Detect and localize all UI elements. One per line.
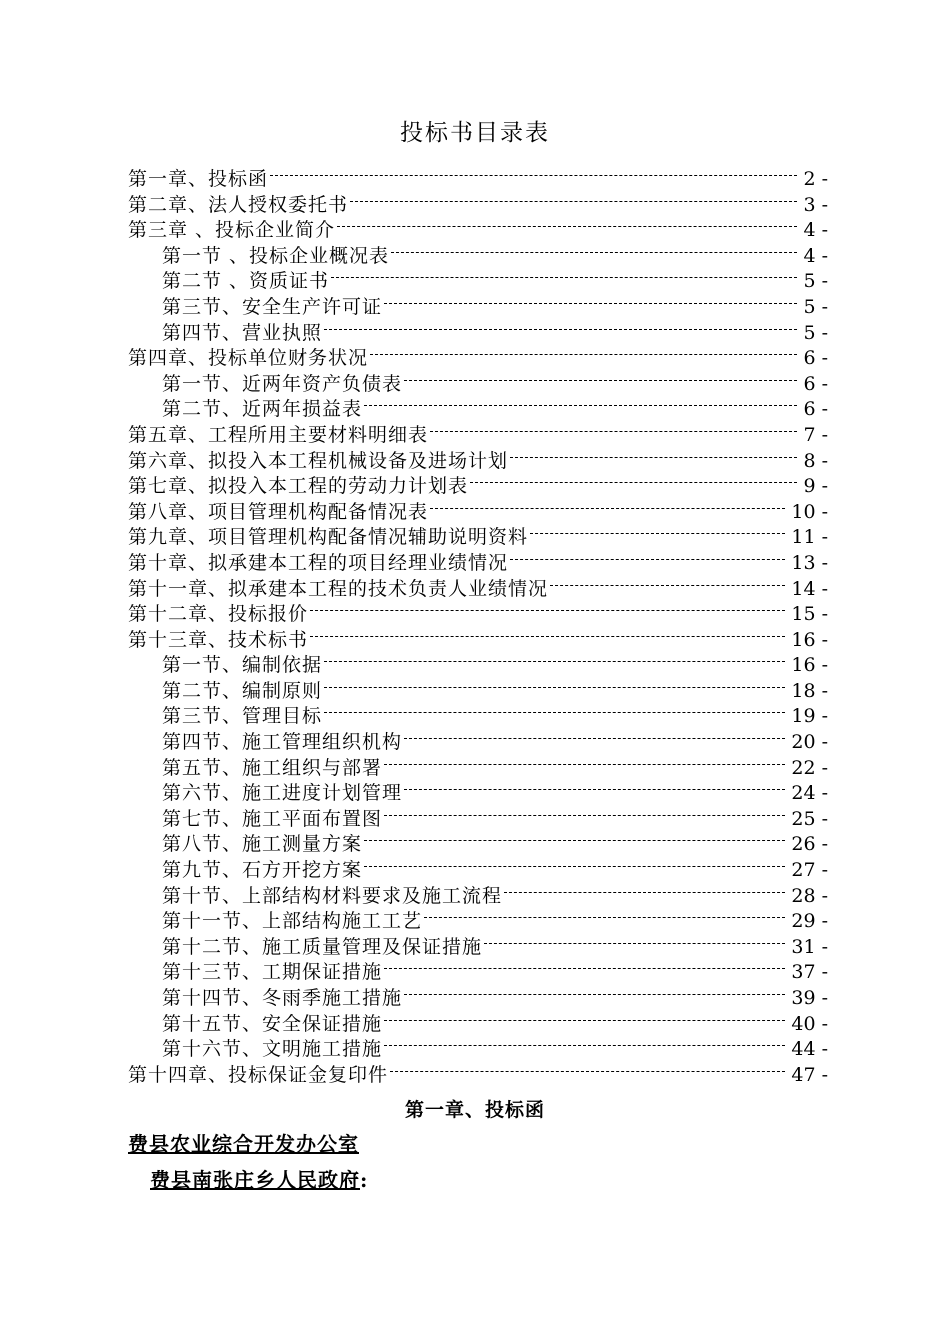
toc-section-entry[interactable] bbox=[128, 653, 828, 679]
toc-dot-leader bbox=[510, 457, 797, 458]
toc-dot-leader bbox=[530, 533, 785, 534]
toc-entry-page: 10 - bbox=[791, 500, 828, 523]
toc-dot-leader bbox=[364, 840, 785, 841]
toc-section-entry[interactable] bbox=[128, 679, 828, 705]
toc-section-entry[interactable] bbox=[128, 960, 828, 986]
toc-dot-leader bbox=[470, 482, 797, 483]
toc-dot-leader bbox=[390, 1071, 785, 1072]
toc-entry-page: 9 - bbox=[803, 475, 828, 498]
toc-section-entry[interactable] bbox=[128, 244, 828, 270]
toc-chapter-entry[interactable] bbox=[128, 346, 828, 372]
toc-dot-leader bbox=[484, 943, 785, 944]
toc-section-entry[interactable] bbox=[128, 986, 828, 1012]
toc-dot-leader bbox=[404, 994, 785, 995]
toc-dot-leader bbox=[324, 661, 785, 662]
toc-dot-leader bbox=[404, 380, 797, 381]
toc-dot-leader bbox=[430, 431, 797, 432]
toc-chapter-entry[interactable] bbox=[128, 551, 828, 577]
toc-entry-page: 6 - bbox=[803, 372, 828, 395]
toc-entry-label: 第十二节、施工质量管理及保证措施 bbox=[162, 935, 483, 958]
toc-entry-label: 第三章 、投标企业简介 bbox=[128, 219, 336, 242]
toc-entry-label: 第一节、编制依据 bbox=[162, 654, 323, 677]
toc-entry-label: 第二节、编制原则 bbox=[162, 679, 323, 702]
toc-entry-page: 37 - bbox=[791, 961, 828, 984]
toc-entry-page: 11 - bbox=[791, 526, 828, 549]
toc-entry-label: 第四节、营业执照 bbox=[162, 321, 323, 344]
recipient-colon: : bbox=[360, 1168, 369, 1192]
toc-entry-label: 第十三节、工期保证措施 bbox=[162, 961, 383, 984]
toc-chapter-entry[interactable] bbox=[128, 167, 828, 193]
toc-dot-leader bbox=[324, 687, 785, 688]
toc-chapter-entry[interactable] bbox=[128, 218, 828, 244]
toc-entry-page: 4 - bbox=[803, 219, 828, 242]
recipient-line-2 bbox=[128, 1164, 368, 1193]
table-of-contents bbox=[128, 167, 828, 1088]
toc-dot-leader bbox=[384, 968, 785, 969]
toc-chapter-entry[interactable] bbox=[128, 193, 828, 219]
toc-section-entry[interactable] bbox=[128, 295, 828, 321]
toc-section-entry[interactable] bbox=[128, 884, 828, 910]
toc-section-entry[interactable] bbox=[128, 832, 828, 858]
toc-entry-page: 40 - bbox=[791, 1012, 828, 1035]
toc-entry-label: 第一节 、投标企业概况表 bbox=[162, 244, 390, 267]
toc-entry-page: 16 - bbox=[791, 654, 828, 677]
toc-dot-leader bbox=[384, 764, 785, 765]
toc-entry-page: 6 - bbox=[803, 347, 828, 370]
toc-entry-page: 6 - bbox=[803, 398, 828, 421]
toc-entry-label: 第七节、施工平面布置图 bbox=[162, 807, 383, 830]
toc-section-entry[interactable] bbox=[128, 909, 828, 935]
toc-entry-label: 第十一节、上部结构施工工艺 bbox=[162, 910, 423, 933]
toc-section-entry[interactable] bbox=[128, 321, 828, 347]
toc-chapter-entry[interactable] bbox=[128, 474, 828, 500]
toc-entry-label: 第三节、安全生产许可证 bbox=[162, 295, 383, 318]
toc-section-entry[interactable] bbox=[128, 858, 828, 884]
toc-entry-label: 第十四节、冬雨季施工措施 bbox=[162, 987, 403, 1009]
toc-dot-leader bbox=[324, 329, 797, 330]
toc-section-entry[interactable] bbox=[128, 730, 828, 756]
toc-entry-label: 第一章、投标函 bbox=[128, 168, 269, 190]
toc-section-entry[interactable] bbox=[128, 372, 828, 398]
toc-entry-page: 5 - bbox=[803, 321, 828, 344]
toc-chapter-entry[interactable] bbox=[128, 500, 828, 526]
toc-entry-page: 24 - bbox=[791, 782, 828, 805]
toc-entry-page: 5 - bbox=[803, 295, 828, 318]
page-title: 投标书目录表 bbox=[400, 120, 550, 146]
toc-entry-page: 8 - bbox=[803, 449, 828, 472]
toc-entry-page: 14 - bbox=[791, 577, 828, 600]
toc-entry-page: 27 - bbox=[791, 859, 828, 882]
toc-entry-label: 第二节、近两年损益表 bbox=[162, 398, 363, 421]
toc-dot-leader bbox=[404, 738, 785, 739]
toc-entry-page: 47 - bbox=[791, 1063, 828, 1086]
toc-entry-page: 15 - bbox=[791, 603, 828, 626]
toc-dot-leader bbox=[350, 201, 797, 202]
toc-entry-label: 第十五节、安全保证措施 bbox=[162, 1012, 383, 1035]
toc-entry-page: 20 - bbox=[791, 731, 828, 754]
toc-chapter-entry[interactable] bbox=[128, 577, 828, 603]
chapter-heading: 第一章、投标函 bbox=[404, 1099, 545, 1121]
toc-dot-leader bbox=[550, 585, 785, 586]
toc-entry-label: 第六节、施工进度计划管理 bbox=[162, 782, 403, 805]
toc-dot-leader bbox=[324, 712, 785, 713]
toc-dot-leader bbox=[270, 175, 797, 176]
toc-entry-label: 第三节、管理目标 bbox=[162, 705, 323, 728]
toc-entry-page: 2 - bbox=[803, 168, 828, 190]
toc-entry-page: 25 - bbox=[791, 807, 828, 830]
toc-section-entry[interactable] bbox=[128, 269, 828, 295]
toc-entry-page: 31 - bbox=[791, 935, 828, 958]
toc-entry-label: 第四节、施工管理组织机构 bbox=[162, 731, 403, 754]
recipient-line-1: 费县农业综合开发办公室 bbox=[128, 1132, 359, 1156]
toc-section-entry[interactable] bbox=[128, 1012, 828, 1038]
toc-entry-page: 3 - bbox=[803, 193, 828, 216]
toc-dot-leader bbox=[337, 226, 797, 227]
toc-dot-leader bbox=[370, 354, 797, 355]
toc-chapter-entry[interactable] bbox=[128, 1063, 828, 1089]
toc-section-entry[interactable] bbox=[128, 704, 828, 730]
recipient-name: 费县南张庄乡人民政府 bbox=[150, 1168, 360, 1192]
toc-chapter-entry[interactable] bbox=[128, 602, 828, 628]
toc-entry-label: 第七章、拟投入本工程的劳动力计划表 bbox=[128, 475, 469, 498]
toc-entry-label: 第十四章、投标保证金复印件 bbox=[128, 1063, 389, 1086]
toc-entry-label: 第二节 、资质证书 bbox=[162, 270, 330, 293]
toc-entry-label: 第二章、法人授权委托书 bbox=[128, 193, 349, 216]
toc-section-entry[interactable] bbox=[128, 1037, 828, 1063]
toc-entry-label: 第十节、上部结构材料要求及施工流程 bbox=[162, 884, 503, 907]
toc-entry-label: 第十三章、技术标书 bbox=[128, 628, 309, 651]
toc-entry-page: 44 - bbox=[791, 1038, 828, 1061]
toc-dot-leader bbox=[384, 1020, 785, 1021]
toc-entry-page: 13 - bbox=[791, 551, 828, 574]
toc-entry-page: 26 - bbox=[791, 833, 828, 856]
toc-dot-leader bbox=[424, 917, 785, 918]
toc-entry-page: 28 - bbox=[791, 884, 828, 907]
toc-entry-label: 第十六节、文明施工措施 bbox=[162, 1038, 383, 1061]
toc-dot-leader bbox=[510, 559, 785, 560]
toc-dot-leader bbox=[404, 789, 785, 790]
toc-section-entry[interactable] bbox=[128, 756, 828, 782]
toc-entry-page: 7 - bbox=[803, 423, 828, 446]
toc-chapter-entry[interactable] bbox=[128, 423, 828, 449]
toc-dot-leader bbox=[310, 636, 785, 637]
toc-dot-leader bbox=[384, 815, 785, 816]
toc-entry-page: 4 - bbox=[803, 244, 828, 267]
toc-entry-page: 16 - bbox=[791, 628, 828, 651]
toc-dot-leader bbox=[364, 405, 797, 406]
toc-section-entry[interactable] bbox=[128, 807, 828, 833]
toc-dot-leader bbox=[310, 610, 785, 611]
toc-dot-leader bbox=[384, 1045, 785, 1046]
toc-entry-page: 22 - bbox=[791, 756, 828, 779]
toc-entry-label: 第八章、项目管理机构配备情况表 bbox=[128, 500, 429, 523]
toc-dot-leader bbox=[331, 277, 797, 278]
toc-entry-label: 第四章、投标单位财务状况 bbox=[128, 347, 369, 370]
toc-chapter-entry[interactable] bbox=[128, 449, 828, 475]
toc-entry-label: 第十二章、投标报价 bbox=[128, 603, 309, 626]
toc-chapter-entry[interactable] bbox=[128, 525, 828, 551]
toc-entry-label: 第八节、施工测量方案 bbox=[162, 833, 363, 856]
toc-dot-leader bbox=[384, 303, 797, 304]
toc-entry-label: 第五章、工程所用主要材料明细表 bbox=[128, 423, 429, 446]
toc-dot-leader bbox=[430, 508, 785, 509]
toc-entry-page: 19 - bbox=[791, 705, 828, 728]
toc-entry-label: 第五节、施工组织与部署 bbox=[162, 756, 383, 779]
toc-section-entry[interactable] bbox=[128, 935, 828, 961]
toc-section-entry[interactable] bbox=[128, 397, 828, 423]
toc-dot-leader bbox=[391, 252, 797, 253]
toc-dot-leader bbox=[504, 892, 785, 893]
toc-section-entry[interactable] bbox=[128, 781, 828, 807]
toc-entry-page: 18 - bbox=[791, 679, 828, 702]
toc-entry-label: 第十一章、拟承建本工程的技术负责人业绩情况 bbox=[128, 577, 549, 600]
toc-entry-page: 5 - bbox=[803, 270, 828, 293]
toc-entry-label: 第一节、近两年资产负债表 bbox=[162, 372, 403, 395]
toc-dot-leader bbox=[364, 866, 785, 867]
toc-entry-page: 39 - bbox=[791, 987, 828, 1009]
toc-entry-page: 29 - bbox=[791, 910, 828, 933]
toc-entry-label: 第九节、石方开挖方案 bbox=[162, 859, 363, 882]
toc-entry-label: 第十章、拟承建本工程的项目经理业绩情况 bbox=[128, 551, 509, 574]
toc-chapter-entry[interactable] bbox=[128, 628, 828, 654]
toc-entry-label: 第六章、拟投入本工程机械设备及进场计划 bbox=[128, 449, 509, 472]
toc-entry-label: 第九章、项目管理机构配备情况辅助说明资料 bbox=[128, 526, 529, 549]
